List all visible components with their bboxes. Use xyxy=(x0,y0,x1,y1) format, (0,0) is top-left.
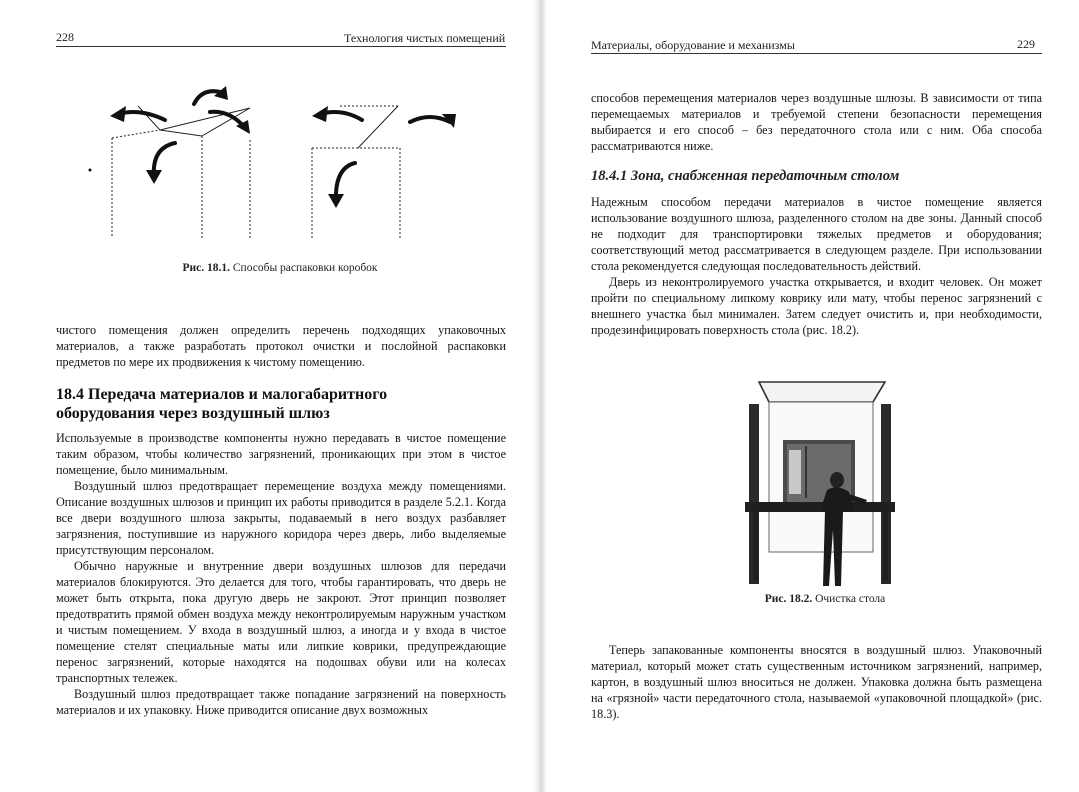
running-title: Материалы, оборудование и механизмы xyxy=(591,38,795,52)
header-rule xyxy=(591,53,1042,54)
paragraph-2: Дверь из неконтролируемого участка открывается, и входит человек. Он может пройти по специальному липкому коврику или мату, чтобы перенос загрязнений с внешнего участка был минимален. Затем следует очистить и, при необходимости, продезинфицировать поверхность стола (рис. 18.2). xyxy=(591,275,1042,338)
paragraph-4: Воздушный шлюз предотвращает также попадание загрязнений на поверхность материалов и их упаковку. Ниже приводится описание двух возможных xyxy=(56,687,506,718)
intro-paragraph: способов перемещения материалов через воздушные шлюзы. В зависимости от типа перемещаемых материалов и требуемой степени безопасности перемещения выбирается и его способ – без передаточного стола или с ним. Оба способа рассматриваются ниже. xyxy=(591,91,1042,154)
table-cleaning-photo xyxy=(745,380,895,590)
figure-label: Рис. 18.1. xyxy=(182,262,230,274)
header-rule xyxy=(56,46,506,47)
running-title: Технология чистых помещений xyxy=(344,31,506,45)
figure-caption-text: Способы распаковки коробок xyxy=(232,262,378,274)
paragraph-2: Воздушный шлюз предотвращает перемещение воздуха между помещениями. Описание воздушных шлюзов и принцип их работы приводится в разделе 5.2.1. Когда все двери воздушного шлюза закрыты, подаваемый в него воздух разбавляет загрязнения, поступившие из наружного коридора через дверь, либо выделяемые присутствующим персоналом. xyxy=(56,479,506,558)
paragraph-1: Надежным способом передачи материалов в чистое помещение является использование воздушного шлюза, разделенного столом на две зоны. Данный способ не подходит для транспортировки тяжелых предметов и оборудования; соответствующий метод рассматривается в следующем разделе. При использовании стола рекомендуется следующая последовательность действий. xyxy=(591,195,1042,274)
intro-paragraph: чистого помещения должен определить перечень подходящих упаковочных материалов, а также разработать протокол очистки и послойной распаковки предметов по мере их продвижения к чистому помещению. xyxy=(56,323,506,370)
page-number: 228 xyxy=(56,30,74,44)
figure-caption-text: Очистка стола xyxy=(815,593,886,605)
box-unpacking-diagram xyxy=(80,78,480,243)
section-heading: 18.4 Передача материалов и малогабаритного оборудования через воздушный шлюз xyxy=(56,386,388,422)
figure-label: Рис. 18.2. xyxy=(764,593,813,605)
paragraph-3: Обычно наружные и внутренние двери воздушных шлюзов для передачи материалов блокируются. Это делается для того, чтобы гарантировать, что дверь не может быть открыта, пока другую дверь не закроют. Этот принцип позволяет предотвратить прямой обмен воздуха между неконтролируемым наружным участком и чистым помещением. У входа в воздушный шлюз, а иногда и у входа в чистое помещение стелят специальные маты или липкие коврики, предупреждающие перенос загрязнений, которые находятся на подошвах обуви или на колесах транспортных тележек. xyxy=(56,559,506,686)
right-page xyxy=(540,0,1079,792)
figure-18-1-caption xyxy=(160,262,400,274)
subsection-heading: 18.4.1 Зона, снабженная передаточным столом xyxy=(591,168,900,184)
figure-18-2-caption xyxy=(745,593,905,605)
page-number: 229 xyxy=(1017,37,1035,51)
paragraph-1: Используемые в производстве компоненты нужно передавать в чистое помещение таким образом, чтобы количество загрязнений, проникающих при этом в чистое помещение, было минимальным. xyxy=(56,431,506,478)
closing-paragraph: Теперь запакованные компоненты вносятся в воздушный шлюз. Упаковочный материал, который может стать существенным источником загрязнений, например, картон, в воздушный шлюз вноситься не должен. Упаковка должна быть размещена на «грязной» части передаточного стола, называемой «упаковочной площадкой» (рис. 18.3). xyxy=(591,643,1042,722)
